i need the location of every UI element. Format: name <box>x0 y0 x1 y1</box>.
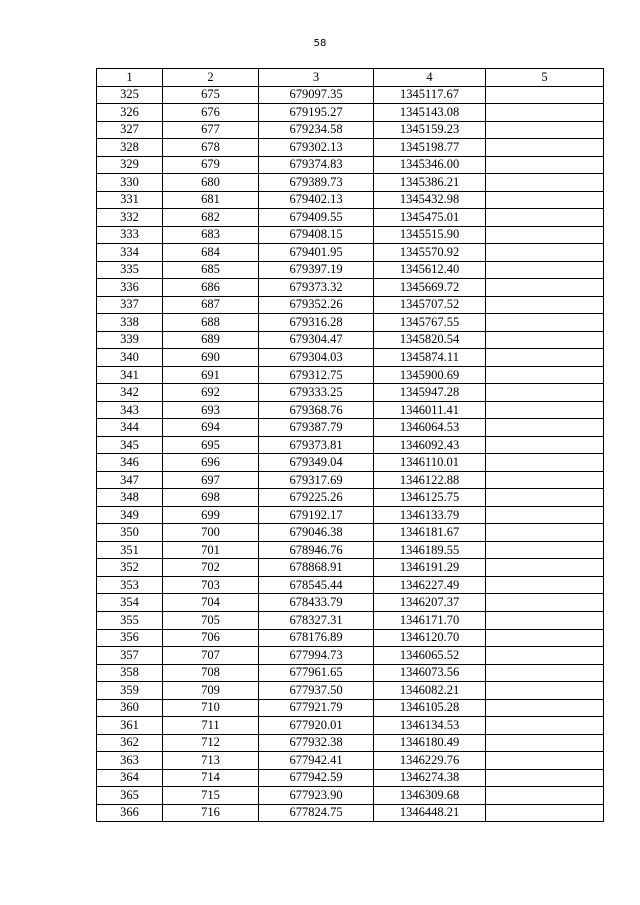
table-cell <box>486 769 604 787</box>
table-cell: 679 <box>163 156 259 174</box>
table-cell: 707 <box>163 647 259 665</box>
table-cell: 688 <box>163 314 259 332</box>
table-cell: 681 <box>163 191 259 209</box>
table-cell: 679374.83 <box>259 156 374 174</box>
table-row <box>97 104 604 122</box>
table-cell <box>486 121 604 139</box>
table-row <box>97 209 604 227</box>
table-cell <box>486 682 604 700</box>
table-cell <box>486 576 604 594</box>
table-cell <box>486 384 604 402</box>
table-cell <box>486 261 604 279</box>
table-cell: 684 <box>163 244 259 262</box>
table-cell: 354 <box>97 594 163 612</box>
table-cell: 363 <box>97 752 163 770</box>
table-row <box>97 699 604 717</box>
table-row <box>97 506 604 524</box>
table-cell: 695 <box>163 436 259 454</box>
table-cell: 348 <box>97 489 163 507</box>
table-row <box>97 261 604 279</box>
table-cell: 683 <box>163 226 259 244</box>
table-row <box>97 331 604 349</box>
table-cell: 1346133.79 <box>374 506 486 524</box>
table-cell: 325 <box>97 86 163 104</box>
table-cell <box>486 436 604 454</box>
table-cell <box>486 664 604 682</box>
table-cell: 1345143.08 <box>374 104 486 122</box>
table-cell: 679408.15 <box>259 226 374 244</box>
column-header: 1 <box>97 69 163 87</box>
table-cell: 679195.27 <box>259 104 374 122</box>
table-cell: 679401.95 <box>259 244 374 262</box>
table-cell: 1345767.55 <box>374 314 486 332</box>
table-cell: 678868.91 <box>259 559 374 577</box>
table-row <box>97 244 604 262</box>
table-cell: 708 <box>163 664 259 682</box>
table-cell: 679397.19 <box>259 261 374 279</box>
table-cell: 715 <box>163 787 259 805</box>
table-cell: 328 <box>97 139 163 157</box>
table-cell: 678433.79 <box>259 594 374 612</box>
table-cell: 678176.89 <box>259 629 374 647</box>
table-cell: 355 <box>97 611 163 629</box>
table-cell: 333 <box>97 226 163 244</box>
table-cell: 692 <box>163 384 259 402</box>
table-cell: 1346448.21 <box>374 804 486 822</box>
table-cell: 677921.79 <box>259 699 374 717</box>
table-cell: 1346092.43 <box>374 436 486 454</box>
table-cell: 713 <box>163 752 259 770</box>
table-cell: 1345515.90 <box>374 226 486 244</box>
table-cell: 343 <box>97 401 163 419</box>
table-cell: 696 <box>163 454 259 472</box>
table-cell <box>486 366 604 384</box>
table-cell <box>486 86 604 104</box>
table-cell: 1346065.52 <box>374 647 486 665</box>
table-cell: 1346180.49 <box>374 734 486 752</box>
column-header: 2 <box>163 69 259 87</box>
table-cell: 679368.76 <box>259 401 374 419</box>
table-cell: 709 <box>163 682 259 700</box>
table-row <box>97 384 604 402</box>
table-cell: 711 <box>163 717 259 735</box>
table-row <box>97 296 604 314</box>
table-cell: 330 <box>97 174 163 192</box>
table-cell <box>486 156 604 174</box>
table-cell: 344 <box>97 419 163 437</box>
table-cell: 350 <box>97 524 163 542</box>
table-cell: 1346309.68 <box>374 787 486 805</box>
table-row <box>97 226 604 244</box>
table-cell: 1346073.56 <box>374 664 486 682</box>
table-cell <box>486 594 604 612</box>
table-row <box>97 471 604 489</box>
table-cell: 1345612.40 <box>374 261 486 279</box>
table-row <box>97 524 604 542</box>
table-row <box>97 647 604 665</box>
table-cell: 677923.90 <box>259 787 374 805</box>
table-cell <box>486 226 604 244</box>
table-cell <box>486 314 604 332</box>
table-cell: 345 <box>97 436 163 454</box>
table-row <box>97 349 604 367</box>
table-cell: 352 <box>97 559 163 577</box>
table-cell: 712 <box>163 734 259 752</box>
table-cell <box>486 647 604 665</box>
table-cell: 1345947.28 <box>374 384 486 402</box>
table-cell <box>486 139 604 157</box>
table-row <box>97 489 604 507</box>
table-cell <box>486 331 604 349</box>
table-cell: 339 <box>97 331 163 349</box>
table-cell: 678327.31 <box>259 611 374 629</box>
table-cell: 679373.81 <box>259 436 374 454</box>
table-cell: 693 <box>163 401 259 419</box>
table-cell: 682 <box>163 209 259 227</box>
table-cell: 714 <box>163 769 259 787</box>
table-cell: 346 <box>97 454 163 472</box>
table-cell <box>486 191 604 209</box>
table-cell: 1345432.98 <box>374 191 486 209</box>
table-body <box>97 86 604 822</box>
table-row <box>97 86 604 104</box>
table-cell: 699 <box>163 506 259 524</box>
table-cell: 679333.25 <box>259 384 374 402</box>
table-cell: 361 <box>97 717 163 735</box>
table-cell <box>486 717 604 735</box>
table-cell: 1345159.23 <box>374 121 486 139</box>
coordinates-table <box>96 68 604 822</box>
table-cell: 326 <box>97 104 163 122</box>
table-cell <box>486 752 604 770</box>
table-cell: 677920.01 <box>259 717 374 735</box>
table-cell: 360 <box>97 699 163 717</box>
table-cell: 362 <box>97 734 163 752</box>
table-cell: 359 <box>97 682 163 700</box>
table-cell: 1345707.52 <box>374 296 486 314</box>
table-cell: 1345475.01 <box>374 209 486 227</box>
table-cell: 331 <box>97 191 163 209</box>
table-cell: 677994.73 <box>259 647 374 665</box>
table-cell: 332 <box>97 209 163 227</box>
table-cell <box>486 419 604 437</box>
table-cell: 677961.65 <box>259 664 374 682</box>
table-row <box>97 139 604 157</box>
table-cell: 1345669.72 <box>374 279 486 297</box>
table-row <box>97 576 604 594</box>
table-cell: 1346227.49 <box>374 576 486 594</box>
table-cell: 716 <box>163 804 259 822</box>
table-cell: 679387.79 <box>259 419 374 437</box>
table-row <box>97 366 604 384</box>
table-row <box>97 664 604 682</box>
table-row <box>97 787 604 805</box>
table-cell: 701 <box>163 541 259 559</box>
table-cell: 691 <box>163 366 259 384</box>
table-cell: 1346122.88 <box>374 471 486 489</box>
table-cell: 677 <box>163 121 259 139</box>
table-cell: 675 <box>163 86 259 104</box>
table-cell: 678545.44 <box>259 576 374 594</box>
table-cell: 685 <box>163 261 259 279</box>
column-header: 3 <box>259 69 374 87</box>
table-cell: 687 <box>163 296 259 314</box>
table-cell: 1345117.67 <box>374 86 486 104</box>
table-cell: 704 <box>163 594 259 612</box>
table-cell: 353 <box>97 576 163 594</box>
table-cell: 335 <box>97 261 163 279</box>
table-cell: 358 <box>97 664 163 682</box>
table-cell: 700 <box>163 524 259 542</box>
table-row <box>97 594 604 612</box>
table-cell <box>486 559 604 577</box>
table-cell <box>486 349 604 367</box>
table-cell: 1346082.21 <box>374 682 486 700</box>
table-cell: 365 <box>97 787 163 805</box>
table-cell: 679402.13 <box>259 191 374 209</box>
table-cell: 680 <box>163 174 259 192</box>
table-cell: 1346134.53 <box>374 717 486 735</box>
table-row <box>97 121 604 139</box>
table-cell <box>486 471 604 489</box>
table-cell: 1345386.21 <box>374 174 486 192</box>
table-cell <box>486 401 604 419</box>
table-cell: 679373.32 <box>259 279 374 297</box>
table-cell: 690 <box>163 349 259 367</box>
table-cell <box>486 787 604 805</box>
table-cell: 327 <box>97 121 163 139</box>
table-cell <box>486 541 604 559</box>
table-cell: 679316.28 <box>259 314 374 332</box>
table-cell: 686 <box>163 279 259 297</box>
table-cell: 1346274.38 <box>374 769 486 787</box>
table-cell <box>486 524 604 542</box>
table-cell: 679046.38 <box>259 524 374 542</box>
table-cell: 349 <box>97 506 163 524</box>
table-cell: 1345874.11 <box>374 349 486 367</box>
table-cell: 1346110.01 <box>374 454 486 472</box>
table-cell: 677824.75 <box>259 804 374 822</box>
table-cell: 679389.73 <box>259 174 374 192</box>
table-cell: 338 <box>97 314 163 332</box>
table-cell: 689 <box>163 331 259 349</box>
table-cell <box>486 506 604 524</box>
table-cell: 679349.04 <box>259 454 374 472</box>
table-cell: 1346125.75 <box>374 489 486 507</box>
table-cell: 366 <box>97 804 163 822</box>
table-cell: 697 <box>163 471 259 489</box>
table-cell: 1345570.92 <box>374 244 486 262</box>
table-cell: 351 <box>97 541 163 559</box>
table-cell: 1346105.28 <box>374 699 486 717</box>
table-row <box>97 752 604 770</box>
table-row <box>97 559 604 577</box>
table-row <box>97 174 604 192</box>
table-cell: 364 <box>97 769 163 787</box>
table-cell <box>486 209 604 227</box>
table-cell: 1346229.76 <box>374 752 486 770</box>
table-cell <box>486 279 604 297</box>
table-cell: 1346064.53 <box>374 419 486 437</box>
table-cell: 679234.58 <box>259 121 374 139</box>
table-cell <box>486 629 604 647</box>
table-cell: 1346207.37 <box>374 594 486 612</box>
table-cell: 1345900.69 <box>374 366 486 384</box>
table-row <box>97 314 604 332</box>
table-cell: 679409.55 <box>259 209 374 227</box>
column-header: 5 <box>486 69 604 87</box>
table-cell: 342 <box>97 384 163 402</box>
table-row <box>97 279 604 297</box>
table-cell: 694 <box>163 419 259 437</box>
table-cell <box>486 296 604 314</box>
table-row <box>97 541 604 559</box>
table-cell <box>486 104 604 122</box>
table-cell: 1345198.77 <box>374 139 486 157</box>
table-cell: 347 <box>97 471 163 489</box>
table-cell: 340 <box>97 349 163 367</box>
table-cell: 1346191.29 <box>374 559 486 577</box>
table-row <box>97 717 604 735</box>
table-row <box>97 769 604 787</box>
table-row <box>97 682 604 700</box>
table-row <box>97 734 604 752</box>
table-cell <box>486 174 604 192</box>
table-cell: 678946.76 <box>259 541 374 559</box>
table-cell <box>486 454 604 472</box>
table-row <box>97 436 604 454</box>
table-cell: 679317.69 <box>259 471 374 489</box>
table-cell: 334 <box>97 244 163 262</box>
table-cell: 678 <box>163 139 259 157</box>
table-header-row <box>97 69 604 87</box>
table-cell: 698 <box>163 489 259 507</box>
table-cell <box>486 244 604 262</box>
table-row <box>97 629 604 647</box>
table-row <box>97 156 604 174</box>
table-cell <box>486 611 604 629</box>
table-cell: 1346181.67 <box>374 524 486 542</box>
table-cell: 1345820.54 <box>374 331 486 349</box>
table-cell: 337 <box>97 296 163 314</box>
table-cell: 676 <box>163 104 259 122</box>
table-row <box>97 191 604 209</box>
table-cell: 1346171.70 <box>374 611 486 629</box>
table-cell: 329 <box>97 156 163 174</box>
table-cell: 679097.35 <box>259 86 374 104</box>
table-cell: 677932.38 <box>259 734 374 752</box>
table-cell: 706 <box>163 629 259 647</box>
table-cell: 703 <box>163 576 259 594</box>
table-cell: 356 <box>97 629 163 647</box>
table-cell: 710 <box>163 699 259 717</box>
table-cell: 679302.13 <box>259 139 374 157</box>
table-cell: 1345346.00 <box>374 156 486 174</box>
table-cell: 679312.75 <box>259 366 374 384</box>
table-cell: 679192.17 <box>259 506 374 524</box>
table-cell: 677942.41 <box>259 752 374 770</box>
table-row <box>97 454 604 472</box>
table-cell <box>486 734 604 752</box>
table-cell: 702 <box>163 559 259 577</box>
table-row <box>97 419 604 437</box>
table-cell: 679304.47 <box>259 331 374 349</box>
table-cell <box>486 804 604 822</box>
table-cell: 679225.26 <box>259 489 374 507</box>
table-cell: 1346189.55 <box>374 541 486 559</box>
table-row <box>97 611 604 629</box>
table-cell: 677937.50 <box>259 682 374 700</box>
column-header: 4 <box>374 69 486 87</box>
table-cell: 679352.26 <box>259 296 374 314</box>
table-cell: 1346011.41 <box>374 401 486 419</box>
table-cell: 341 <box>97 366 163 384</box>
table-cell: 1346120.70 <box>374 629 486 647</box>
table-cell: 336 <box>97 279 163 297</box>
table-cell <box>486 489 604 507</box>
table-row <box>97 401 604 419</box>
table-cell: 679304.03 <box>259 349 374 367</box>
table-cell <box>486 699 604 717</box>
table-cell: 705 <box>163 611 259 629</box>
table-cell: 357 <box>97 647 163 665</box>
table-row <box>97 804 604 822</box>
page-number: 58 <box>313 38 327 49</box>
table-cell: 677942.59 <box>259 769 374 787</box>
